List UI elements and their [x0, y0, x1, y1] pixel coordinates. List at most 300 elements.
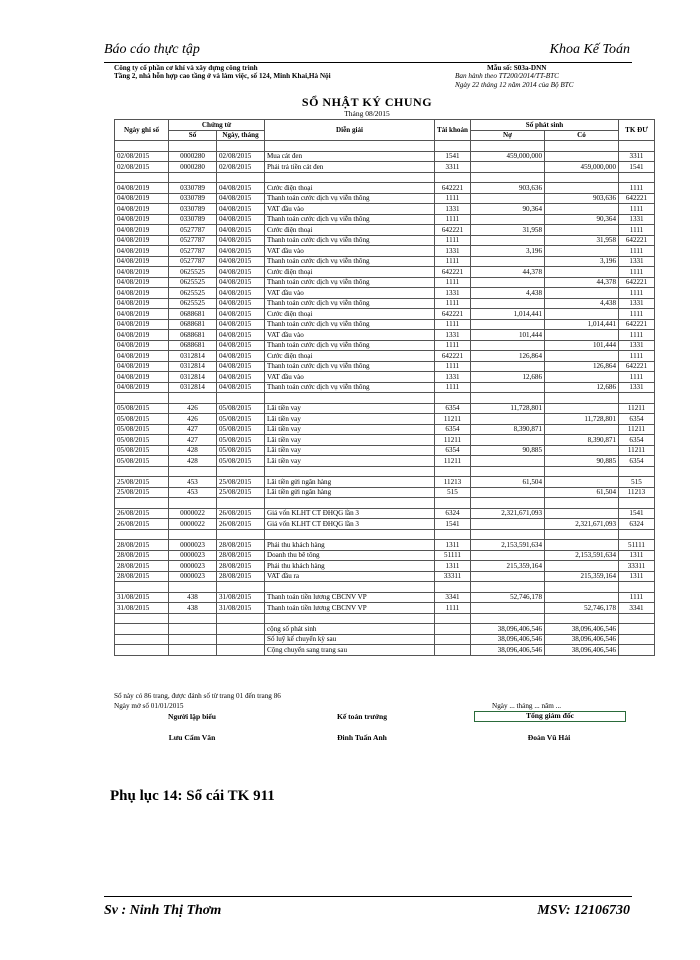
debit-amount: 1,014,441	[471, 309, 545, 320]
account: 51111	[435, 550, 471, 561]
debit-amount: 4,438	[471, 288, 545, 299]
voucher-date: 04/08/2015	[217, 288, 265, 299]
entry-date: 04/08/2019	[115, 372, 169, 383]
voucher-number: 0625525	[169, 267, 217, 278]
signature-preparer-name: Lưu Cẩm Vân	[168, 733, 216, 742]
account: 515	[435, 487, 471, 498]
totals-label: cộng số phát sinh	[265, 624, 435, 635]
account: 33311	[435, 571, 471, 582]
entry-date: 04/08/2019	[115, 225, 169, 236]
voucher-date: 04/08/2015	[217, 235, 265, 246]
entry-date: 02/08/2015	[115, 162, 169, 173]
table-cell	[265, 141, 435, 152]
credit-amount	[545, 225, 619, 236]
voucher-number: 427	[169, 435, 217, 446]
description: Lãi tiền vay	[265, 435, 435, 446]
contra-account: 6354	[619, 435, 655, 446]
table-spacer-row	[115, 141, 655, 152]
credit-amount: 52,746,178	[545, 603, 619, 614]
description: VAT đầu vào	[265, 204, 435, 215]
credit-amount: 61,504	[545, 487, 619, 498]
debit-amount	[471, 277, 545, 288]
voucher-number: 0625525	[169, 277, 217, 288]
voucher-number: 0000023	[169, 571, 217, 582]
table-cell	[435, 645, 471, 656]
debit-amount: 52,746,178	[471, 592, 545, 603]
voucher-number: 0000280	[169, 162, 217, 173]
contra-account: 1111	[619, 309, 655, 320]
entry-date: 05/08/2015	[115, 435, 169, 446]
contra-account: 642221	[619, 235, 655, 246]
table-cell	[115, 613, 169, 624]
note-date-line: Ngày ... tháng ... năm ...	[492, 702, 562, 710]
table-cell	[435, 529, 471, 540]
col-contra-account: TK ĐƯ	[619, 120, 655, 141]
voucher-date: 28/08/2015	[217, 561, 265, 572]
contra-account: 1111	[619, 204, 655, 215]
voucher-date: 05/08/2015	[217, 445, 265, 456]
table-cell	[619, 172, 655, 183]
debit-amount	[471, 235, 545, 246]
description: Thanh toán cước dịch vụ viễn thông	[265, 361, 435, 372]
voucher-date: 05/08/2015	[217, 456, 265, 467]
table-cell	[169, 393, 217, 404]
credit-amount: 126,864	[545, 361, 619, 372]
debit-amount: 31,958	[471, 225, 545, 236]
entry-date: 04/08/2019	[115, 319, 169, 330]
totals-credit: 38,096,406,546	[545, 624, 619, 635]
voucher-date: 04/08/2015	[217, 361, 265, 372]
table-cell	[115, 141, 169, 152]
table-cell	[169, 624, 217, 635]
contra-account: 1331	[619, 340, 655, 351]
table-cell	[217, 393, 265, 404]
voucher-date: 04/08/2015	[217, 256, 265, 267]
table-row	[115, 193, 655, 204]
credit-amount	[545, 183, 619, 194]
account: 6354	[435, 403, 471, 414]
signature-director-role: Tổng giám đốc	[474, 711, 626, 722]
credit-amount	[545, 540, 619, 551]
contra-account: 1311	[619, 571, 655, 582]
table-row	[115, 298, 655, 309]
voucher-number: 427	[169, 424, 217, 435]
description: Lãi tiền vay	[265, 403, 435, 414]
voucher-date: 05/08/2015	[217, 414, 265, 425]
debit-amount	[471, 550, 545, 561]
debit-amount	[471, 487, 545, 498]
contra-account: 642221	[619, 361, 655, 372]
voucher-number: 438	[169, 592, 217, 603]
table-cell	[435, 498, 471, 509]
account: 1111	[435, 361, 471, 372]
entry-date: 05/08/2015	[115, 456, 169, 467]
credit-amount: 12,686	[545, 382, 619, 393]
account: 11211	[435, 414, 471, 425]
col-amount: Số phát sinh	[471, 120, 619, 131]
table-cell	[217, 172, 265, 183]
table-cell	[115, 529, 169, 540]
table-row	[115, 519, 655, 530]
account: 642221	[435, 267, 471, 278]
credit-amount: 44,378	[545, 277, 619, 288]
table-cell	[435, 172, 471, 183]
table-cell	[115, 393, 169, 404]
col-description: Diễn giải	[265, 120, 435, 141]
journal-document	[112, 64, 648, 754]
credit-amount	[545, 288, 619, 299]
voucher-number: 453	[169, 487, 217, 498]
contra-account: 6354	[619, 414, 655, 425]
voucher-number: 0000023	[169, 540, 217, 551]
voucher-date: 04/08/2015	[217, 319, 265, 330]
table-row	[115, 214, 655, 225]
voucher-number: 428	[169, 445, 217, 456]
voucher-date: 31/08/2015	[217, 592, 265, 603]
totals-body	[115, 624, 655, 656]
description: Thanh toán cước dịch vụ viễn thông	[265, 256, 435, 267]
voucher-date: 05/08/2015	[217, 435, 265, 446]
credit-amount	[545, 477, 619, 488]
entry-date: 04/08/2019	[115, 214, 169, 225]
description: Thanh toán tiền lương CBCNV VP	[265, 603, 435, 614]
voucher-date: 04/08/2015	[217, 351, 265, 362]
voucher-number: 438	[169, 603, 217, 614]
col-credit: Có	[545, 130, 619, 141]
contra-account: 1331	[619, 382, 655, 393]
table-cell	[435, 582, 471, 593]
credit-amount: 11,728,801	[545, 414, 619, 425]
table-row	[115, 330, 655, 341]
totals-row	[115, 624, 655, 635]
account: 3311	[435, 162, 471, 173]
account: 1111	[435, 603, 471, 614]
debit-amount: 61,504	[471, 477, 545, 488]
entry-date: 28/08/2015	[115, 540, 169, 551]
contra-account: 1541	[619, 508, 655, 519]
table-cell	[265, 613, 435, 624]
voucher-number: 0000022	[169, 519, 217, 530]
contra-account: 11211	[619, 403, 655, 414]
entry-date: 28/08/2015	[115, 550, 169, 561]
voucher-number: 0000022	[169, 508, 217, 519]
debit-amount: 11,728,801	[471, 403, 545, 414]
table-cell	[545, 466, 619, 477]
table-cell	[217, 613, 265, 624]
totals-row	[115, 634, 655, 645]
voucher-number: 0000280	[169, 151, 217, 162]
note-pages: Sổ này có 86 trang, được đánh số từ trang 01 đến trang 86	[114, 692, 281, 700]
voucher-date: 04/08/2015	[217, 193, 265, 204]
table-cell	[115, 624, 169, 635]
company-name: Công ty cổ phần cơ khí và xây dựng công trình	[114, 64, 258, 72]
table-cell	[217, 498, 265, 509]
contra-account: 642221	[619, 319, 655, 330]
entry-date: 04/08/2019	[115, 361, 169, 372]
table-row	[115, 267, 655, 278]
credit-amount	[545, 351, 619, 362]
totals-label: Số luỹ kế chuyển kỳ sau	[265, 634, 435, 645]
description: Thanh toán cước dịch vụ viễn thông	[265, 298, 435, 309]
description: VAT đầu vào	[265, 372, 435, 383]
voucher-date: 04/08/2015	[217, 372, 265, 383]
table-row	[115, 445, 655, 456]
header-report-title: Báo cáo thực tập	[104, 42, 200, 57]
voucher-date: 02/08/2015	[217, 162, 265, 173]
entry-date: 04/08/2019	[115, 235, 169, 246]
contra-account: 11211	[619, 424, 655, 435]
journal-table	[114, 119, 655, 656]
table-row	[115, 571, 655, 582]
voucher-number: 0527787	[169, 225, 217, 236]
account: 1111	[435, 235, 471, 246]
voucher-date: 04/08/2015	[217, 204, 265, 215]
totals-credit: 38,096,406,546	[545, 634, 619, 645]
description: Cước điện thoại	[265, 183, 435, 194]
account: 1331	[435, 330, 471, 341]
entry-date: 04/08/2019	[115, 330, 169, 341]
table-cell	[619, 393, 655, 404]
entry-date: 28/08/2015	[115, 561, 169, 572]
voucher-number: 0330789	[169, 183, 217, 194]
credit-amount: 215,359,164	[545, 571, 619, 582]
signature-director-name: Đoàn Vũ Hải	[527, 733, 571, 742]
table-cell	[545, 529, 619, 540]
table-spacer-row	[115, 498, 655, 509]
voucher-date: 26/08/2015	[217, 508, 265, 519]
voucher-number: 0312814	[169, 351, 217, 362]
credit-amount	[545, 151, 619, 162]
table-cell	[545, 172, 619, 183]
voucher-number: 0330789	[169, 214, 217, 225]
entry-date: 04/08/2019	[115, 204, 169, 215]
debit-amount	[471, 571, 545, 582]
debit-amount: 8,390,871	[471, 424, 545, 435]
voucher-number: 428	[169, 456, 217, 467]
debit-amount: 3,196	[471, 246, 545, 257]
voucher-date: 04/08/2015	[217, 183, 265, 194]
voucher-number: 453	[169, 477, 217, 488]
table-cell	[471, 582, 545, 593]
table-row	[115, 372, 655, 383]
credit-amount: 31,958	[545, 235, 619, 246]
debit-amount	[471, 456, 545, 467]
account: 1541	[435, 151, 471, 162]
description: Thanh toán cước dịch vụ viễn thông	[265, 214, 435, 225]
credit-amount: 4,438	[545, 298, 619, 309]
form-info	[447, 64, 632, 89]
entry-date: 05/08/2015	[115, 414, 169, 425]
table-cell	[435, 634, 471, 645]
voucher-date: 28/08/2015	[217, 540, 265, 551]
table-cell	[217, 141, 265, 152]
journal-month: Tháng 08/2015	[344, 109, 390, 118]
entry-date: 04/08/2019	[115, 351, 169, 362]
table-cell	[169, 498, 217, 509]
table-cell	[619, 466, 655, 477]
table-cell	[435, 393, 471, 404]
table-row	[115, 183, 655, 194]
account: 6354	[435, 445, 471, 456]
debit-amount	[471, 435, 545, 446]
debit-amount	[471, 414, 545, 425]
description: Mua cát đen	[265, 151, 435, 162]
entry-date: 31/08/2015	[115, 603, 169, 614]
table-cell	[471, 393, 545, 404]
contra-account: 3341	[619, 603, 655, 614]
table-cell	[619, 645, 655, 656]
account: 1331	[435, 372, 471, 383]
table-cell	[115, 582, 169, 593]
entry-date: 25/08/2015	[115, 487, 169, 498]
form-code: Mẫu số: S03a-DNN	[487, 64, 547, 72]
entry-date: 04/08/2019	[115, 193, 169, 204]
table-cell	[265, 172, 435, 183]
account: 1111	[435, 382, 471, 393]
entry-date: 05/08/2015	[115, 424, 169, 435]
table-row	[115, 204, 655, 215]
contra-account: 1111	[619, 288, 655, 299]
account: 1111	[435, 277, 471, 288]
voucher-number: 0527787	[169, 256, 217, 267]
description: Thanh toán cước dịch vụ viễn thông	[265, 193, 435, 204]
credit-amount: 1,014,441	[545, 319, 619, 330]
debit-amount: 101,444	[471, 330, 545, 341]
table-row	[115, 414, 655, 425]
signature-chief-accountant-name: Đinh Tuấn Anh	[337, 733, 387, 742]
voucher-date: 04/08/2015	[217, 225, 265, 236]
account: 1541	[435, 519, 471, 530]
voucher-number: 0527787	[169, 246, 217, 257]
footer-student-id: MSV: 12106730	[537, 903, 630, 918]
entry-date: 04/08/2019	[115, 309, 169, 320]
debit-amount	[471, 340, 545, 351]
debit-amount	[471, 162, 545, 173]
credit-amount: 2,153,591,634	[545, 550, 619, 561]
credit-amount	[545, 508, 619, 519]
table-cell	[471, 529, 545, 540]
debit-amount: 459,000,000	[471, 151, 545, 162]
contra-account: 1331	[619, 298, 655, 309]
entry-date: 28/08/2015	[115, 571, 169, 582]
table-row	[115, 151, 655, 162]
col-voucher: Chứng từ	[169, 120, 265, 131]
table-cell	[169, 529, 217, 540]
note-opened: Ngày mở sổ 01/01/2015	[114, 702, 184, 710]
table-spacer-row	[115, 582, 655, 593]
form-issued: Ban hành theo TT200/2014/TT-BTC	[455, 72, 559, 81]
voucher-number: 0688681	[169, 319, 217, 330]
description: Lãi tiền vay	[265, 414, 435, 425]
table-cell	[471, 466, 545, 477]
contra-account: 33311	[619, 561, 655, 572]
appendix-caption: Phụ lục 14: Sổ cái TK 911	[110, 788, 275, 804]
description: VAT đầu vào	[265, 246, 435, 257]
header-department: Khoa Kế Toán	[549, 42, 630, 57]
table-cell	[115, 645, 169, 656]
account: 642221	[435, 309, 471, 320]
voucher-date: 04/08/2015	[217, 330, 265, 341]
totals-row	[115, 645, 655, 656]
table-cell	[217, 582, 265, 593]
credit-amount	[545, 372, 619, 383]
signature-preparer-role: Người lập biểu	[167, 712, 216, 721]
table-cell	[545, 141, 619, 152]
table-cell	[471, 498, 545, 509]
debit-amount	[471, 519, 545, 530]
debit-amount: 2,153,591,634	[471, 540, 545, 551]
voucher-number: 426	[169, 414, 217, 425]
table-cell	[169, 466, 217, 477]
contra-account: 6354	[619, 456, 655, 467]
table-cell	[265, 529, 435, 540]
table-cell	[217, 624, 265, 635]
table-cell	[471, 172, 545, 183]
description: Lãi tiền vay	[265, 424, 435, 435]
entry-date: 05/08/2015	[115, 403, 169, 414]
voucher-number: 0527787	[169, 235, 217, 246]
debit-amount: 2,321,671,093	[471, 508, 545, 519]
description: Lãi tiền gửi ngân hàng	[265, 477, 435, 488]
account: 6354	[435, 424, 471, 435]
table-cell	[217, 645, 265, 656]
account: 6324	[435, 508, 471, 519]
contra-account: 1111	[619, 225, 655, 236]
table-cell	[217, 634, 265, 645]
table-row	[115, 288, 655, 299]
debit-amount: 126,864	[471, 351, 545, 362]
credit-amount	[545, 403, 619, 414]
table-row	[115, 277, 655, 288]
description: Thanh toán cước dịch vụ viễn thông	[265, 382, 435, 393]
table-cell	[471, 141, 545, 152]
debit-amount	[471, 319, 545, 330]
table-cell	[619, 624, 655, 635]
voucher-date: 25/08/2015	[217, 477, 265, 488]
credit-amount	[545, 424, 619, 435]
table-row	[115, 309, 655, 320]
table-row	[115, 603, 655, 614]
entry-date: 04/08/2019	[115, 256, 169, 267]
voucher-number: 0312814	[169, 382, 217, 393]
credit-amount: 903,636	[545, 193, 619, 204]
account: 1311	[435, 561, 471, 572]
voucher-date: 04/08/2015	[217, 298, 265, 309]
voucher-number: 0688681	[169, 330, 217, 341]
entry-date: 04/08/2019	[115, 267, 169, 278]
voucher-date: 04/08/2015	[217, 309, 265, 320]
description: VAT đầu vào	[265, 288, 435, 299]
account: 642221	[435, 183, 471, 194]
debit-amount	[471, 361, 545, 372]
credit-amount: 459,000,000	[545, 162, 619, 173]
table-row	[115, 162, 655, 173]
table-row	[115, 540, 655, 551]
voucher-number: 0330789	[169, 193, 217, 204]
voucher-number: 0625525	[169, 298, 217, 309]
company-address: Tầng 2, nhà hỗn hợp cao tầng ở và làm việc, số 124, Minh Khai,Hà Nội	[114, 72, 331, 81]
table-cell	[169, 172, 217, 183]
table-cell	[169, 634, 217, 645]
voucher-date: 04/08/2015	[217, 214, 265, 225]
description: Thanh toán cước dịch vụ viễn thông	[265, 340, 435, 351]
account: 1111	[435, 298, 471, 309]
credit-amount	[545, 204, 619, 215]
contra-account: 642221	[619, 277, 655, 288]
table-cell	[265, 498, 435, 509]
credit-amount: 2,321,671,093	[545, 519, 619, 530]
contra-account: 1111	[619, 351, 655, 362]
